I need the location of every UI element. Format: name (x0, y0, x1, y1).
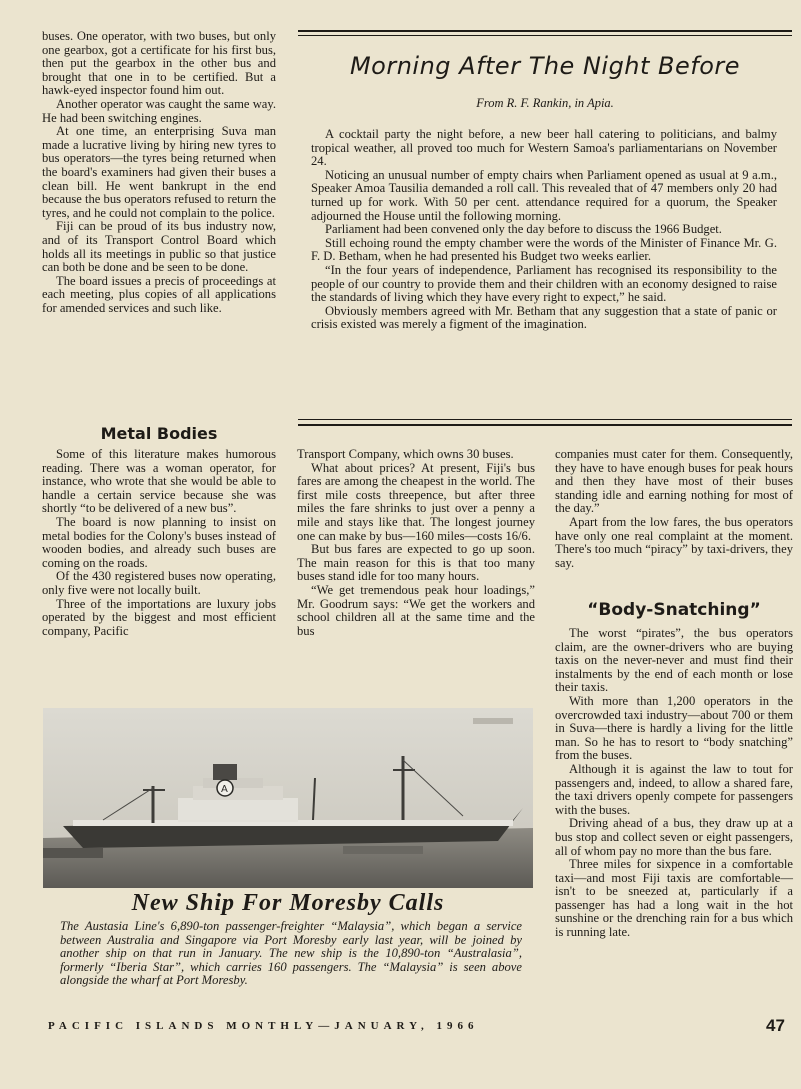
metal-bodies-column-2 (297, 448, 535, 638)
paragraph: Of the 430 registered buses now operating, only five were not locally built. (42, 569, 276, 597)
paragraph: The board issues a precis of proceedings at each meeting, plus copies of all applications for amended services and such like. (42, 273, 276, 315)
paragraph: At one time, an enterprising Suva man made a lucrative living by hiring new tyres to bus operators—the tyres being returned when the board's examiners had given their buses a clean bill. He went bankrupt in the end because the bus operators refused to return the tyres, and he could not complain to the police. (42, 124, 276, 220)
feature-title: Morning After The Night Before (349, 52, 741, 80)
paragraph: “In the four years of independence, Parliament has recognised its responsibility to the people of our country to provide them and their children with an economy designed to raise the standards of living which they have every right to expect,” he said. (311, 262, 777, 305)
metal-bodies-heading: Metal Bodies (100, 424, 218, 443)
paragraph: The board is now planning to insist on metal bodies for the Colony's buses instead of wooden bodies, and already such buses are coming on the roads. (42, 514, 276, 570)
paragraph: But bus fares are expected to go up soon. The main reason for this is that too many buses stand idle for too many hours. (297, 542, 535, 584)
paragraph: Fiji can be proud of its bus industry now, and of its Transport Control Board which holds all its meetings in public so that justice can both be done and be seen to be done. (42, 219, 276, 275)
left-column-text (42, 30, 276, 315)
paragraph: buses. One operator, with two buses, but only one gearbox, got a certificate for his first bus, then put the gearbox in the other bus and brought that one in to be certified. But a hawk-eyed inspector found him out. (42, 29, 276, 98)
right-column-text-bottom (555, 627, 793, 940)
paragraph: The worst “pirates”, the bus operators claim, are the owner-drivers who are buying taxis on the never-never and must find their instalments by the end of each month or lose their taxis. (555, 626, 793, 695)
paragraph: Although it is against the law to tout for passengers and, indeed, to allow a shared fare, the taxi drivers openly compete for passengers with the buses. (555, 761, 793, 817)
paragraph: Another operator was caught the same way. He had been switching engines. (42, 96, 276, 125)
metal-bodies-column-1 (42, 448, 276, 638)
feature-byline: From R. F. Rankin, in Apia. (476, 96, 614, 110)
paragraph: Transport Company, which owns 30 buses. (297, 447, 514, 461)
paragraph: “We get tremendous peak hour loadings,” Mr. Goodrum says: “We get the workers and school children all at the same time and the bus (297, 582, 535, 638)
ship-photo-image (43, 708, 533, 888)
page-number: 47 (766, 1016, 785, 1035)
feature-body (311, 128, 777, 332)
paragraph: Obviously members agreed with Mr. Betham that any suggestion that a state of panic or crisis existed was merely a figment of the imagination. (311, 303, 777, 332)
paragraph: Noticing an unusual number of empty chairs when Parliament opened as usual at 9 a.m., Speaker Amoa Tausilia demanded a roll call. This revealed that of 47 members only 20 had turned up for work. With 50 per cent. attendance required for a quorum, the Speaker adjourned the House until the following morning. (311, 167, 777, 223)
paragraph: What about prices? At present, Fiji's bus fares are among the cheapest in the world. The first mile costs threepence, but after three miles the fare shrinks to just over a penny a mile and stays like that. The longest journey one can make by bus—160 miles—costs 16/6. (297, 460, 535, 543)
right-column-text-top (555, 448, 793, 570)
paragraph: A cocktail party the night before, a new beer hall catering to politicians, and balmy tropical weather, all proved too much for Western Samoa's parliamentarians on November 24. (311, 127, 777, 169)
svg-text:A: A (221, 784, 228, 795)
ship-caption: The Austasia Line's 6,890-ton passenger-freighter “Malaysia”, which began a service between Australia and Singapore via Port Moresby early last year, will be joined by another ship on that run in January. The new ship is the 10,890-ton “Australasia”, formerly “Iberia Star”, which carries 160 passengers. The “Malaysia” is seen above alongside the wharf at Port Moresby. (60, 919, 522, 988)
feature-bottom-rule-thin (298, 419, 792, 420)
paragraph: Still echoing round the empty chamber were the words of the Minister of Finance Mr. G. F. D. Betham, when he had presented his Budget two weeks earlier. (311, 235, 777, 264)
ship-caption-title: New Ship For Moresby Calls (131, 890, 445, 916)
feature-top-rule-thin (298, 35, 792, 36)
feature-top-rule (298, 30, 792, 32)
body-snatching-heading: “Body-Snatching” (587, 600, 761, 620)
paragraph: Three of the importations are luxury jobs operated by the biggest and most efficient company, Pacific (42, 596, 276, 638)
paragraph: companies must cater for them. Consequently, they have to have enough buses for peak hours and then they have most of their buses standing idle and earning nothing for most of the day.” (555, 447, 793, 516)
paragraph: Parliament had been convened only the day before to discuss the 1966 Budget. (325, 222, 722, 237)
paragraph: Driving ahead of a bus, they draw up at a bus stop and collect seven or eight passengers, all of whom pay no more than the bus fare. (555, 816, 793, 858)
paragraph: With more than 1,200 operators in the overcrowded taxi industry—about 700 or them in Suva—there is hardly a living for the little man. So he has to resort to “body snatching” from the buses. (555, 693, 793, 763)
feature-bottom-rule (298, 424, 792, 426)
footer-issue-line: PACIFIC ISLANDS MONTHLY—JANUARY, 1966 (48, 1020, 479, 1032)
ship-photo (43, 708, 533, 888)
paragraph: Three miles for sixpence in a comfortable taxi—and most Fiji taxis are comfortable—isn't to be sneezed at, particularly if a passenger has had a long wait in the hot sunshine or the drenching rain for a bus which is running late. (555, 857, 793, 940)
paragraph: Some of this literature makes humorous reading. There was a woman operator, for instance, who wrote that she would be able to handle a certain service because she was shortly “to be delivered of a new bus”. (42, 447, 276, 516)
paragraph: Apart from the low fares, the bus operators have only one real complaint at the moment. There's too much “piracy” by taxi-drivers, they say. (555, 514, 793, 570)
